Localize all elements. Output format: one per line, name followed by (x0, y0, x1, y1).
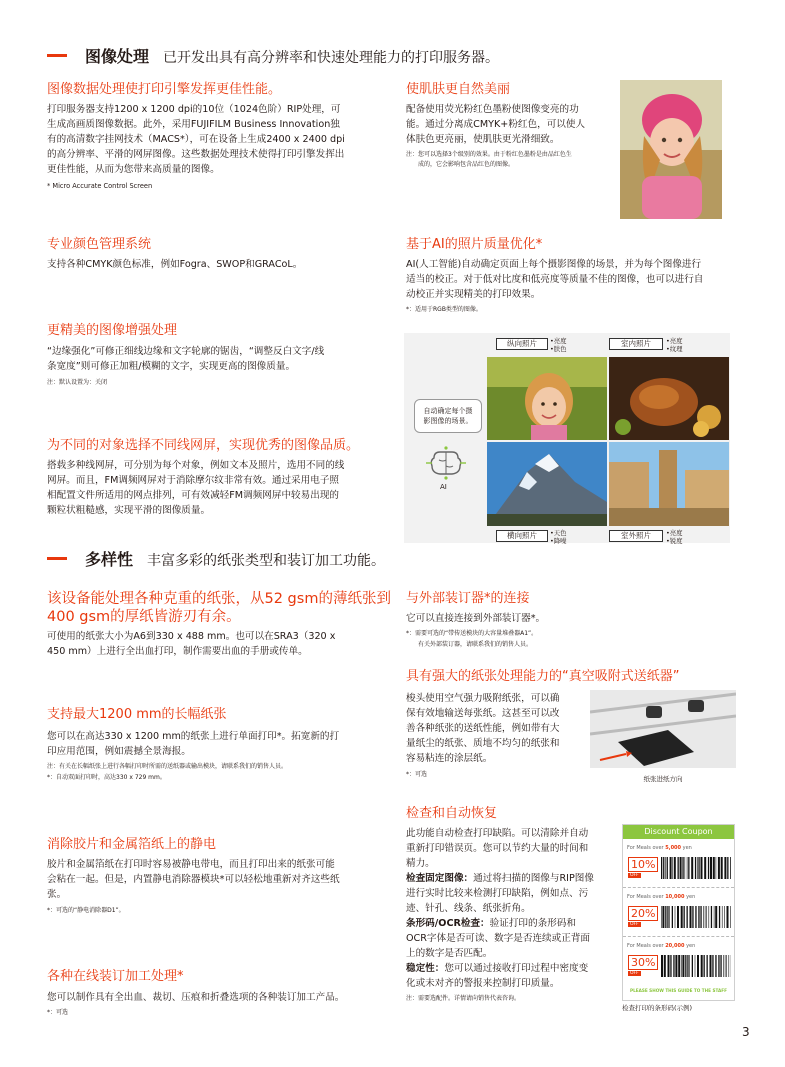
bubble-line: 影图像的场景。 (423, 417, 473, 425)
page-number: 3 (742, 1025, 750, 1039)
item-label: 稳定性： (406, 963, 445, 974)
tag-line: •降噪 (550, 537, 567, 545)
body-line: 有的高清数字挂网技术（MACS*），可在设备上生成2400 x 2400 dpi (47, 134, 345, 145)
tag-line: •天色 (550, 529, 567, 537)
note-line: *：需要可选的“带传送模块的大容量堆叠器A1”。 (406, 630, 538, 637)
ai-note: *：适用于RGB类型的图像。 (406, 306, 482, 313)
tag-line: •亮度 (550, 337, 567, 345)
inspect-heading: 检查和自动恢复 (406, 806, 498, 821)
section1-subtitle: 已开发出具有高分辨率和快速处理能力的打印服务器。 (163, 50, 500, 66)
body-line: 重新打印错误页。您可以节约大量的时间和 (406, 843, 589, 854)
barcode (661, 857, 731, 879)
body-line: 打印服务器支持1200 x 1200 dpi的10位（1024色阶）RIP处理，可 (47, 104, 341, 115)
item-line: 您可以通过接收打印过程中密度变 (444, 963, 589, 974)
skin-block (406, 81, 616, 170)
note-line: 有关外部装订器，请联系我们的销售人员。 (418, 640, 533, 648)
for-meals-text: For Meals over (627, 845, 664, 851)
coupon-amount: 5,000 (665, 845, 682, 851)
enhance-block (47, 322, 387, 389)
coupon-off: OFF (630, 873, 639, 878)
inspect-item-stability (406, 961, 616, 976)
tag-line: •肤色 (550, 345, 567, 353)
body-line: 量纸尘的纸张、质地不均匀的纸张和 (406, 738, 560, 749)
item-line: 验证打印的条形码和 (489, 918, 576, 929)
ai-bubble (414, 399, 482, 433)
girl-photo (620, 80, 722, 219)
long-sheet-body (47, 729, 392, 759)
img-proc-note: * Micro Accurate Control Screen (47, 182, 153, 190)
ai-diagram (404, 333, 734, 546)
body-line: 会粘在一起。但是，内置静电消除器模块*可以轻松地重新对齐这些纸 (47, 874, 340, 885)
img-proc-heading: 图像数据处理使打印引擎发挥更佳性能。 (47, 82, 282, 97)
heading-line: 该设备能处理各种克重的纸张，从52 gsm的薄纸张到 (47, 591, 391, 607)
vacuum-body (406, 691, 586, 766)
note-line: 成的，它会影响包含品红色的图像。 (418, 161, 515, 168)
indoor-photo (609, 357, 729, 440)
finishing-note: *：可选 (47, 1009, 69, 1016)
bubble-line: 自动确定每个摄 (423, 407, 473, 415)
body-line: 配备使用荧光粉红色墨粉使图像变亮的功 (406, 104, 579, 115)
barcode (661, 955, 731, 977)
enhance-body (47, 344, 387, 374)
section1-title: 图像处理 (85, 47, 150, 66)
color-mgmt-block (47, 236, 387, 272)
skin-heading: 使肌肤更自然美丽 (406, 82, 511, 97)
body-line: 张。 (47, 889, 67, 900)
section2-title: 多样性 (85, 550, 134, 569)
body-line: 能。通过分离成CMYK+粉红色，可以使人 (406, 119, 586, 130)
img-proc-block (47, 81, 387, 192)
body-line: 容易粘连的涂层纸。 (406, 753, 493, 764)
vacuum-note: *：可选 (406, 771, 428, 778)
photo-label-outdoor: 室外照片 (609, 530, 663, 542)
inspect-block (406, 805, 616, 1005)
photo-label-indoor: 室内照片 (609, 338, 663, 350)
body-line: 颗粒状粗糙感，实现平滑的图像质量。 (47, 505, 211, 516)
enhance-note: 注：默认设置为：关闭 (47, 379, 108, 386)
body-line: 善各种纸张的送纸性能，例如带有大 (406, 723, 560, 734)
body-line: 动校正并实现精美的打印效果。 (406, 289, 541, 300)
section1-header (47, 44, 499, 67)
vacuum-illustration (590, 690, 736, 783)
section2-subtitle: 丰富多彩的纸张类型和装订加工功能。 (147, 553, 386, 569)
static-heading: 消除胶片和金属箔纸上的静电 (47, 837, 217, 852)
photo-tags-indoor (666, 337, 683, 353)
item-label: 条形码/OCR检查： (406, 918, 490, 929)
coupon-for-meals (627, 943, 695, 949)
long-sheet-heading: 支持最大1200 mm的长幅纸张 (47, 707, 227, 722)
ext-finisher-note (406, 629, 736, 650)
item-line: 进行实时比较来检测打印缺陷，例如点、污 (406, 888, 589, 899)
body-line: 网屏。而且，FM调频网屏对于消除摩尔纹非常有效。通过采用电子照 (47, 475, 340, 486)
body-line: 搭载多种线网屏，可分别为每个对象，例如文本及照片，选用不同的线 (47, 460, 345, 471)
section-dash (47, 550, 71, 569)
paper-heading (47, 590, 392, 626)
coupon-pct: 30% (628, 955, 658, 970)
photo-label-portrait: 纵向照片 (496, 338, 548, 350)
item-line: 通过将扫描的图像与RIP图像 (473, 873, 594, 884)
note-line: *：自动双面打印时，高达330 x 729 mm。 (47, 773, 166, 781)
heading-line: 400 gsm的厚纸皆游刃有余。 (47, 609, 241, 625)
ai-body (406, 257, 746, 302)
item-line: 上的数字是否匹配。 (406, 948, 493, 959)
body-line: 适当的校正。对于低对比度和低亮度等质量不佳的图像，也可以进行自 (406, 274, 704, 285)
ai-block (406, 236, 746, 316)
screen-body (47, 458, 392, 518)
body-line: 胶片和金属箔纸在打印时容易被静电带电，而且打印出来的纸张可能 (47, 859, 335, 870)
long-sheet-block (47, 706, 392, 783)
coupon-off: OFF (630, 922, 639, 927)
note-line: 注：您可以选择3个级别的效果。由于粉红色墨粉是由品红色生 (406, 151, 572, 158)
coupon-for-meals (627, 845, 692, 851)
static-body (47, 857, 392, 902)
coupon-row (623, 888, 734, 937)
paper-block (47, 590, 392, 659)
brain-icon (426, 446, 466, 480)
coupon-row (623, 839, 734, 888)
static-note: *：可选的“静电消除器D1”。 (47, 907, 125, 914)
item-line: 化或未对齐的警报来控制打印质量。 (406, 978, 560, 989)
finishing-block (47, 968, 392, 1019)
inspect-body (406, 826, 616, 991)
portrait-photo (487, 357, 607, 440)
coupon-title: Discount Coupon (623, 825, 734, 839)
coupon-pct: 10% (628, 857, 658, 872)
item-line: 迹、针孔、线条、纸张折角。 (406, 903, 531, 914)
finishing-body: 您可以制作具有全出血、裁切、压痕和折叠选项的各种装订加工产品。 (47, 992, 345, 1003)
photo-tags-outdoor (666, 529, 683, 545)
ai-label: AI (440, 483, 447, 491)
body-line: 您可以在高达330 x 1200 mm的纸张上进行单面打印*。拓宽新的打 (47, 731, 340, 742)
body-line: 印应用范围，例如震撼全景海报。 (47, 746, 191, 757)
vacuum-heading: 具有强大的纸张处理能力的“真空吸附式送纸器” (406, 669, 680, 684)
inspect-item-barcode (406, 916, 616, 931)
inspect-item-fixed (406, 871, 616, 886)
long-sheet-note (47, 762, 392, 783)
item-label: 检查固定图像： (406, 873, 474, 884)
img-proc-body (47, 102, 387, 177)
coupon-footer: PLEASE SHOW THIS GUIDE TO THE STAFF (630, 988, 727, 993)
ai-heading: 基于AI的照片质量优化* (406, 237, 543, 252)
coupon-row (623, 937, 734, 986)
body-line: 精力。 (406, 858, 435, 869)
skin-body (406, 102, 616, 147)
section2-header (47, 547, 385, 570)
body-line: 相配置文件所适用的网点排列，可有效减轻FM调频网屏中较易出现的 (47, 490, 340, 501)
coupon-amount: 10,000 (665, 894, 685, 900)
body-line: 体肤色更亮丽，使肌肤更光滑细致。 (406, 134, 560, 145)
coupon-amount: 20,000 (665, 943, 685, 949)
tag-line: •亮度 (666, 337, 683, 345)
body-line: 可使用的纸张大小为A6到330 x 488 mm。也可以在SRA3（320 x (47, 631, 336, 642)
vacuum-caption: 纸张进纸方向 (643, 775, 683, 783)
coupon-rows (623, 839, 734, 986)
photo-tags-landscape (550, 529, 567, 545)
ext-finisher-body: 它可以直接连接到外部装订器*。 (406, 613, 546, 624)
ext-finisher-heading: 与外部装订器*的连接 (406, 591, 530, 606)
finishing-heading: 各种在线装订加工处理* (47, 969, 184, 984)
coupon-for-meals (627, 894, 695, 900)
color-mgmt-heading: 专业颜色管理系统 (47, 237, 152, 252)
body-line: 梭头使用空气强力吸附纸张，可以确 (406, 693, 560, 704)
for-meals-text: For Meals over (627, 894, 664, 900)
yen-text: yen (686, 943, 696, 949)
coupon-off: OFF (630, 971, 639, 976)
color-mgmt-body: 支持各种CMYK颜色标准，例如Fogra、SWOP和GRACoL。 (47, 259, 303, 270)
screen-heading: 为不同的对象选择不同线网屏，实现优秀的图像品质。 (47, 438, 360, 453)
tag-line: •纹理 (666, 345, 683, 353)
photo-label-landscape: 横向照片 (496, 530, 548, 542)
body-line: 条宽度”则可修正加粗/模糊的文字，实现更高的图像质量。 (47, 361, 296, 372)
inspect-note: 注：需要选配件。详情请向销售代表咨询。 (406, 995, 521, 1002)
tag-line: •亮度 (666, 529, 683, 537)
paper-body (47, 629, 392, 659)
yen-text: yen (682, 845, 692, 851)
enhance-heading: 更精美的图像增强处理 (47, 323, 178, 338)
body-line: AI(人工智能)自动确定页面上每个摄影图像的场景，并为每个图像进行 (406, 259, 702, 270)
discount-coupon (622, 824, 735, 1001)
body-line: 的高分辨率、平滑的网屏图像。这些数据处理技术使得打印引擎发挥出 (47, 149, 345, 160)
note-line: 注：有关在长幅纸张上进行各幅打印时所需的送纸器或输出模块，请联系我们的销售人员。 (47, 763, 288, 770)
body-line: “边缘强化”可修正细线边缘和文字轮廓的锯齿，“调整反白文字/线 (47, 346, 325, 357)
outdoor-photo (609, 442, 729, 526)
yen-text: yen (686, 894, 696, 900)
coupon-pct: 20% (628, 906, 658, 921)
static-block (47, 836, 392, 917)
photo-tags-portrait (550, 337, 567, 353)
item-line: OCR字体是否可读、数字是否连续或正背面 (406, 933, 591, 944)
tag-line: •锐度 (666, 537, 683, 545)
body-line: 生成高画质图像数据。此外，采用FUJIFILM Business Innovation独 (47, 119, 340, 130)
section-dash (47, 47, 71, 66)
ext-finisher-block (406, 590, 736, 650)
inspect-caption: 检查打印的条形码(示例) (622, 1004, 693, 1012)
screen-block (47, 437, 392, 518)
body-line: 保有效地输送每张纸。这甚至可以改 (406, 708, 560, 719)
body-line: 更佳性能，从而为您带来高质量的图像。 (47, 164, 220, 175)
landscape-photo (487, 442, 607, 526)
skin-note (406, 150, 616, 170)
body-line: 450 mm）上进行全出血打印，制作需要出血的手册或传单。 (47, 646, 308, 657)
barcode (661, 906, 731, 928)
body-line: 此功能自动检查打印缺陷。可以清除并自动 (406, 828, 589, 839)
for-meals-text: For Meals over (627, 943, 664, 949)
